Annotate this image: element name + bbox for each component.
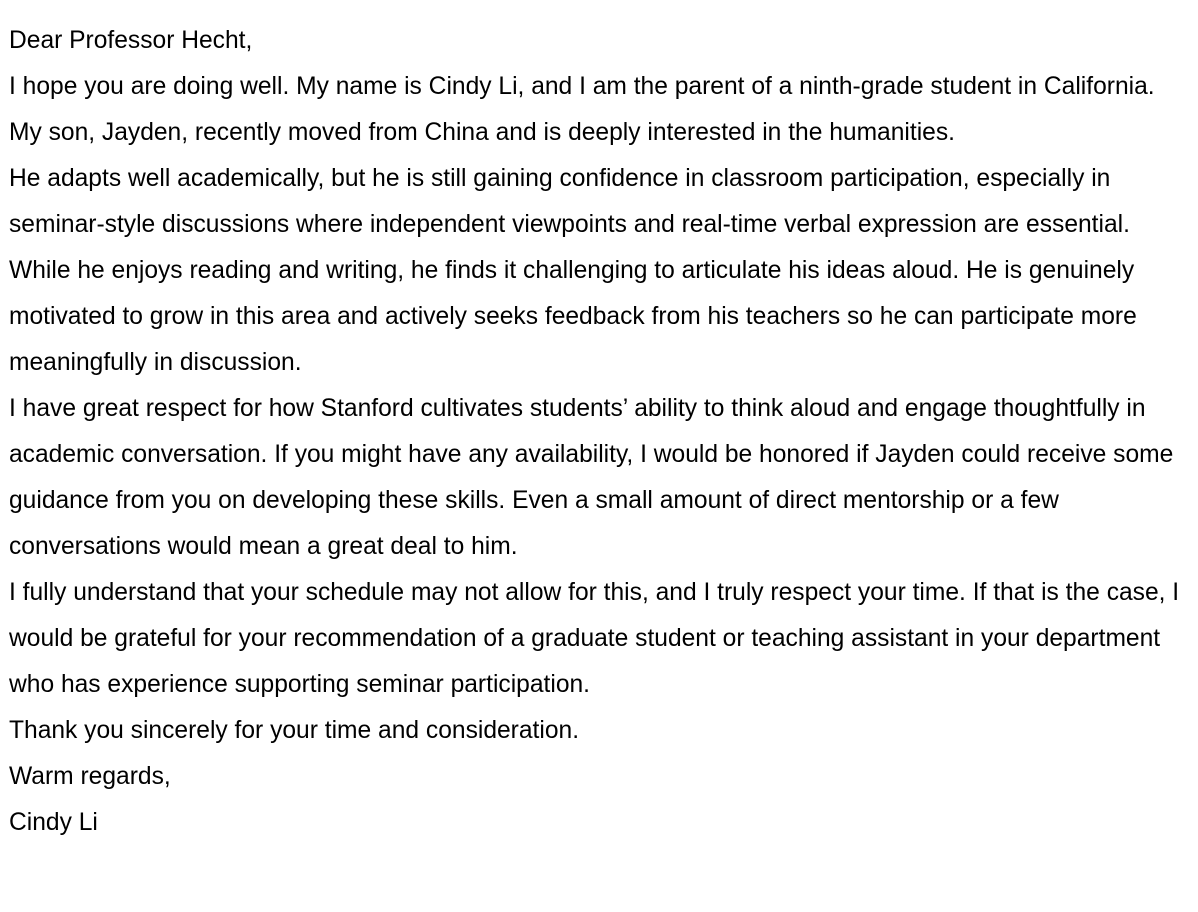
paragraph-thanks: Thank you sincerely for your time and consideration.	[9, 717, 580, 744]
paragraph-alternative: I fully understand that your schedule may not allow for this, and I truly respect your time. If that is the case, I would be grateful for your recommendation of a graduate student or teaching assistant in your department who has experience supporting seminar participation.	[9, 579, 1180, 698]
paragraph-introduction: I hope you are doing well. My name is Cindy Li, and I am the parent of a ninth-grade student in California. My son, Jayden, recently moved from China and is deeply interested in the humanities.	[9, 73, 1155, 146]
salutation: Dear Professor Hecht,	[9, 27, 253, 54]
closing: Warm regards,	[9, 763, 171, 790]
letter-body	[9, 18, 1194, 846]
paragraph-student-challenge: He adapts well academically, but he is still gaining confidence in classroom participation, especially in seminar-style discussions where independent viewpoints and real-time verbal expression are essential. While he enjoys reading and writing, he finds it challenging to articulate his ideas aloud. He is genuinely motivated to grow in this area and actively seeks feedback from his teachers so he can participate more meaningfully in discussion.	[9, 165, 1137, 376]
paragraph-request: I have great respect for how Stanford cultivates students’ ability to think aloud and engage thoughtfully in academic conversation. If you might have any availability, I would be honored if Jayden could receive some guidance from you on developing these skills. Even a small amount of direct mentorship or a few conversations would mean a great deal to him.	[9, 395, 1174, 560]
signature: Cindy Li	[9, 809, 98, 836]
